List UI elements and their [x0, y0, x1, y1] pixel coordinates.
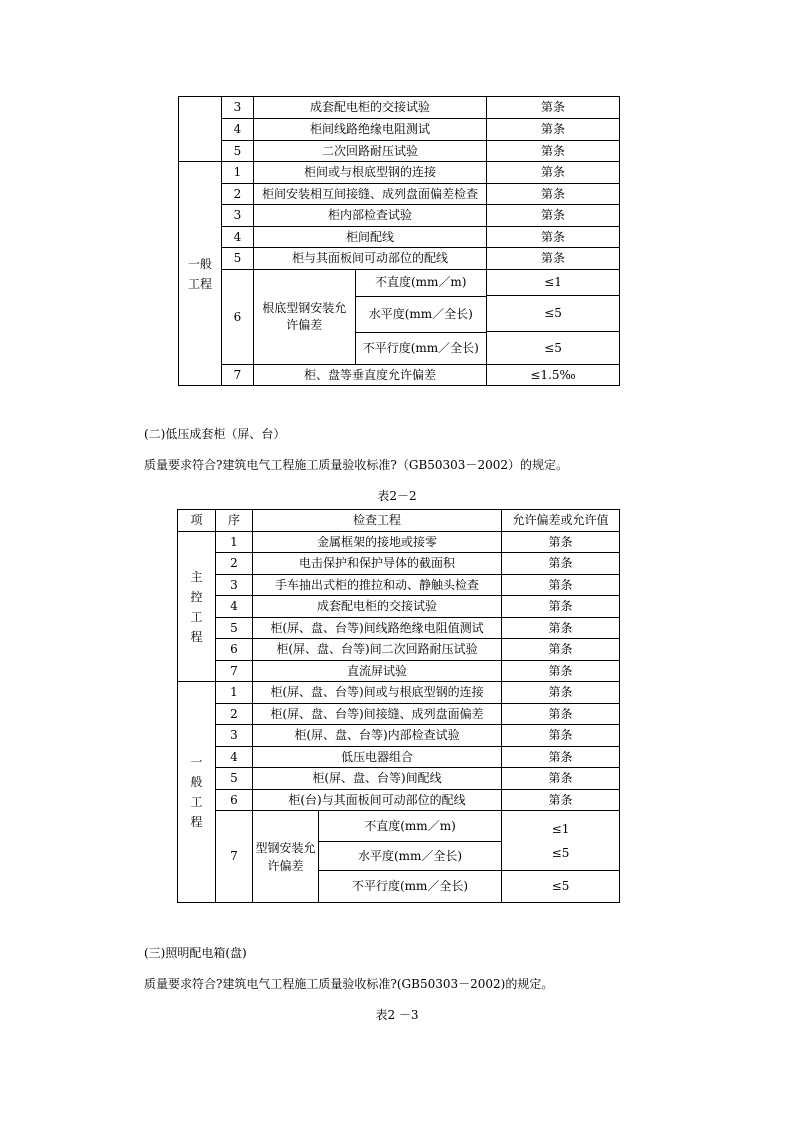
seq-cell: 2	[216, 704, 253, 725]
sub-item-cell: 不直度(mm／m)	[319, 811, 502, 842]
value-cell: 第条	[487, 141, 620, 162]
table-row	[179, 119, 620, 141]
table-row	[178, 747, 620, 768]
seq-cell: 4	[222, 227, 254, 248]
value-cell: 第条	[502, 639, 620, 661]
value-cell: ≤5	[502, 871, 620, 903]
table-row	[178, 639, 620, 661]
table-row	[179, 184, 620, 205]
value-cell: 第条	[502, 661, 620, 682]
value-cell: 第条	[487, 248, 620, 270]
sub-item-cell: 不直度(mm／m)	[355, 270, 486, 296]
value-cell: ≤5	[487, 295, 620, 332]
table-3-caption: 表2 －3	[375, 1008, 419, 1022]
sub-item-label: 根底型钢安装允许偏差	[254, 270, 355, 364]
check-item-cell: 柜内部检查试验	[254, 205, 487, 227]
table-2	[177, 509, 620, 903]
value-cell: 第条	[502, 618, 620, 639]
table-row	[178, 704, 620, 725]
seq-cell: 3	[222, 97, 254, 119]
value-cell: 第条	[487, 97, 620, 119]
table-row	[178, 596, 620, 618]
check-item-cell	[254, 270, 487, 365]
section-2-heading: (二)低压成套柜（屏、台）	[144, 427, 286, 441]
seq-cell: 7	[216, 811, 253, 903]
table-row	[178, 725, 620, 747]
seq-cell: 7	[222, 365, 254, 386]
value-cell: 第条	[502, 532, 620, 553]
check-item-cell: 电击保护和保护导体的截面积	[253, 553, 502, 575]
table-row	[179, 270, 620, 296]
sub-item-cell: 水平度(mm／全长)	[355, 296, 486, 332]
seq-cell: 4	[216, 596, 253, 618]
check-item-cell: 手车抽出式柜的推拉和动、静触头检查	[253, 575, 502, 596]
header-value: 允许偏差或允许值	[502, 510, 620, 532]
value-cell: 第条	[502, 575, 620, 596]
sub-item-cell: 水平度(mm／全长)	[319, 842, 502, 871]
table-1	[178, 96, 620, 386]
sub-table	[254, 270, 486, 364]
value-cell: 第条	[502, 553, 620, 575]
table-row	[178, 532, 620, 553]
value-cell: 第条	[487, 227, 620, 248]
seq-cell: 4	[222, 119, 254, 141]
table-row	[179, 162, 620, 184]
value-cell: ≤1 ≤5	[502, 811, 620, 871]
table-header-row	[178, 510, 620, 532]
table-row	[178, 661, 620, 682]
seq-cell: 2	[222, 184, 254, 205]
value-cell: 第条	[502, 768, 620, 790]
value-cell: 第条	[487, 119, 620, 141]
table-2-caption: 表2－2	[377, 489, 417, 503]
item-column-cell	[179, 97, 222, 162]
check-item-cell: 成套配电柜的交接试验	[254, 97, 487, 119]
value-cell: 第条	[487, 184, 620, 205]
value-cell: 第条	[502, 682, 620, 704]
check-item-cell: 柜间配线	[254, 227, 487, 248]
section-2-text: 质量要求符合?建筑电气工程施工质量验收标准?（GB50303－2002）的规定。	[144, 458, 568, 472]
value-cell: 第条	[502, 747, 620, 768]
seq-cell: 3	[222, 205, 254, 227]
header-item: 项	[178, 510, 216, 532]
seq-cell: 1	[216, 532, 253, 553]
section-3-heading: (三)照明配电箱(盘)	[144, 946, 247, 960]
seq-cell: 1	[216, 682, 253, 704]
seq-cell: 5	[216, 768, 253, 790]
header-seq: 序	[216, 510, 253, 532]
table-row	[178, 768, 620, 790]
seq-cell: 2	[216, 553, 253, 575]
check-item-cell: 柜、盘等垂直度允许偏差	[254, 365, 487, 386]
seq-cell: 5	[216, 618, 253, 639]
seq-cell: 3	[216, 725, 253, 747]
general-section-label: 一般 工程	[179, 162, 222, 386]
table-row	[179, 248, 620, 270]
check-item-cell: 二次回路耐压试验	[254, 141, 487, 162]
value-cell: 第条	[487, 162, 620, 184]
table-row	[178, 618, 620, 639]
seq-cell: 6	[222, 270, 254, 365]
table-row	[179, 205, 620, 227]
table-row	[179, 141, 620, 162]
value-cell: 第条	[502, 725, 620, 747]
seq-cell: 5	[222, 248, 254, 270]
check-item-cell: 低压电器组合	[253, 747, 502, 768]
value-cell: 第条	[502, 790, 620, 811]
value-cell: 第条	[487, 205, 620, 227]
check-item-cell: 柜与其面板间可动部位的配线	[254, 248, 487, 270]
sub-item-cell: 不平行度(mm／全长)	[319, 871, 502, 903]
table-row	[178, 575, 620, 596]
seq-cell: 1	[222, 162, 254, 184]
check-item-label: 型钢安装允许偏差	[253, 811, 319, 903]
main-control-section-label: 主 控 工 程	[178, 532, 216, 682]
check-item-cell: 柜(屏、盘、台等)间接缝、成列盘面偏差	[253, 704, 502, 725]
check-item-cell: 直流屏试验	[253, 661, 502, 682]
value-cell: ≤1	[487, 270, 620, 296]
value-cell: ≤1.5‰	[487, 365, 620, 386]
seq-cell: 4	[216, 747, 253, 768]
table-row	[178, 682, 620, 704]
value-cell: 第条	[502, 596, 620, 618]
seq-cell: 6	[216, 790, 253, 811]
table-row	[179, 365, 620, 386]
check-item-cell: 成套配电柜的交接试验	[253, 596, 502, 618]
seq-cell: 6	[216, 639, 253, 661]
table-row	[179, 227, 620, 248]
table-row	[178, 553, 620, 575]
sub-item-cell: 不平行度(mm／全长)	[362, 340, 479, 355]
check-item-cell: 柜(屏、盘、台等)间线路绝缘电阻值测试	[253, 618, 502, 639]
check-item-cell: 柜(屏、盘、台等)间二次回路耐压试验	[253, 639, 502, 661]
check-item-cell: 柜(屏、盘、台等)间配线	[253, 768, 502, 790]
check-item-cell: 柜(台)与其面板间可动部位的配线	[253, 790, 502, 811]
table-row	[179, 97, 620, 119]
check-item-cell: 金属框架的接地或接零	[253, 532, 502, 553]
section-3-text: 质量要求符合?建筑电气工程施工质量验收标准?(GB50303－2002)的规定。	[144, 977, 554, 991]
general-section-label: 一 般 工 程	[178, 682, 216, 903]
table-row	[178, 811, 620, 842]
header-check: 检查工程	[253, 510, 502, 532]
check-item-cell: 柜间安装相互间接缝、成列盘面偏差检查	[254, 184, 487, 205]
check-item-cell: 柜(屏、盘、台等)内部检查试验	[253, 725, 502, 747]
value-cell: ≤5	[487, 332, 620, 365]
seq-cell: 5	[222, 141, 254, 162]
seq-cell: 3	[216, 575, 253, 596]
check-item-cell: 柜间或与根底型钢的连接	[254, 162, 487, 184]
seq-cell: 7	[216, 661, 253, 682]
value-cell: 第条	[502, 704, 620, 725]
check-item-cell: 柜(屏、盘、台等)间或与根底型钢的连接	[253, 682, 502, 704]
table-row	[178, 790, 620, 811]
check-item-cell: 柜间线路绝缘电阻测试	[254, 119, 487, 141]
